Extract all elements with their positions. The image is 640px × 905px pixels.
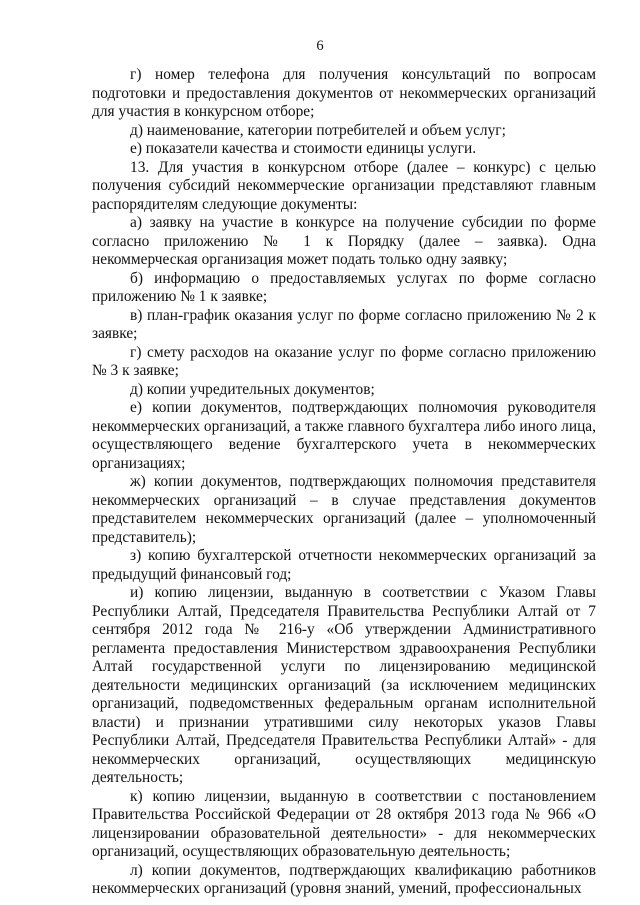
paragraph-item-d-founding-docs: д) копии учредительных документов; bbox=[130, 380, 375, 398]
paragraph-item-k-education-license: к) копию лицензии, выданную в соответствии с постановлением Правительства Российской Федерации от 28 октября 2013 года № 966 «О лицензировании образовательной деятельности» - для некоммерческих организаций, осуществляющих образовательную деятельность; bbox=[92, 787, 596, 860]
page-number: 6 bbox=[316, 38, 324, 54]
paragraph-item-a-application: а) заявку на участие в конкурсе на получение субсидии по форме согласно приложению № 1 к Порядку (далее – заявка). Одна некоммерческая организация может подать только одну заявку; bbox=[92, 214, 596, 268]
paragraph-section-13: 13. Для участия в конкурсном отборе (далее – конкурс) с целью получения субсидий некоммерческие организации представляют главным распорядителям следующие документы: bbox=[92, 158, 596, 213]
paragraph-item-e-authority-head: е) копии документов, подтверждающих полномочия руководителя некоммерческих организаций, а также главного бухгалтера либо иного лица, осуществляющего ведение бухгалтерского учета в некоммерческих организациях; bbox=[92, 399, 596, 472]
paragraph-item-b-services-info: б) информацию о предоставляемых услугах по форме согласно приложению № 1 к заявке; bbox=[92, 269, 596, 305]
paragraph-item-g-phone: г) номер телефона для получения консультаций по вопросам подготовки и предоставления документов от некоммерческих организаций для участия в конкурсном отборе; bbox=[92, 66, 596, 120]
document-body bbox=[92, 66, 596, 899]
paragraph-item-z-accounting: з) копию бухгалтерской отчетности некоммерческих организаций за предыдущий финансовый год; bbox=[92, 547, 596, 583]
paragraph-item-zh-authority-rep: ж) копии документов, подтверждающих полномочия представителя некоммерческих организаций – в случае представления документов представителем некоммерческих организаций (далее – уполномоченный представитель); bbox=[92, 473, 596, 546]
paragraph-item-d-service-name: д) наименование, категории потребителей и объем услуг; bbox=[130, 121, 506, 139]
paragraph-item-l-qualification: л) копии документов, подтверждающих квалификацию работников некоммерческих организаций (уровня знаний, умений, профессиональных bbox=[92, 861, 596, 897]
paragraph-item-e-quality: е) показатели качества и стоимости единицы услуги. bbox=[130, 140, 477, 157]
paragraph-item-v-schedule: в) план-график оказания услуг по форме согласно приложению № 2 к заявке; bbox=[92, 306, 596, 342]
paragraph-item-i-medical-license: и) копию лицензии, выданную в соответствии с Указом Главы Республики Алтай, Председателя Правительства Республики Алтай от 7 сентября 2012 года № 216-у «Об утверждении Административного регламента предоставления Министерством здравоохранения Республики Алтай государственной услуги по лицензированию медицинской деятельности медицинских организаций (за исключением медицинских организаций, подведомственных федеральным органам исполнительной власти) и признании утратившими силу некоторых указов Главы Республики Алтай, Председателя Правительства Республики Алтай» - для некоммерческих организаций, осуществляющих медицинскую деятельность; bbox=[92, 584, 596, 786]
paragraph-item-g-budget: г) смету расходов на оказание услуг по форме согласно приложению № 3 к заявке; bbox=[92, 343, 596, 379]
